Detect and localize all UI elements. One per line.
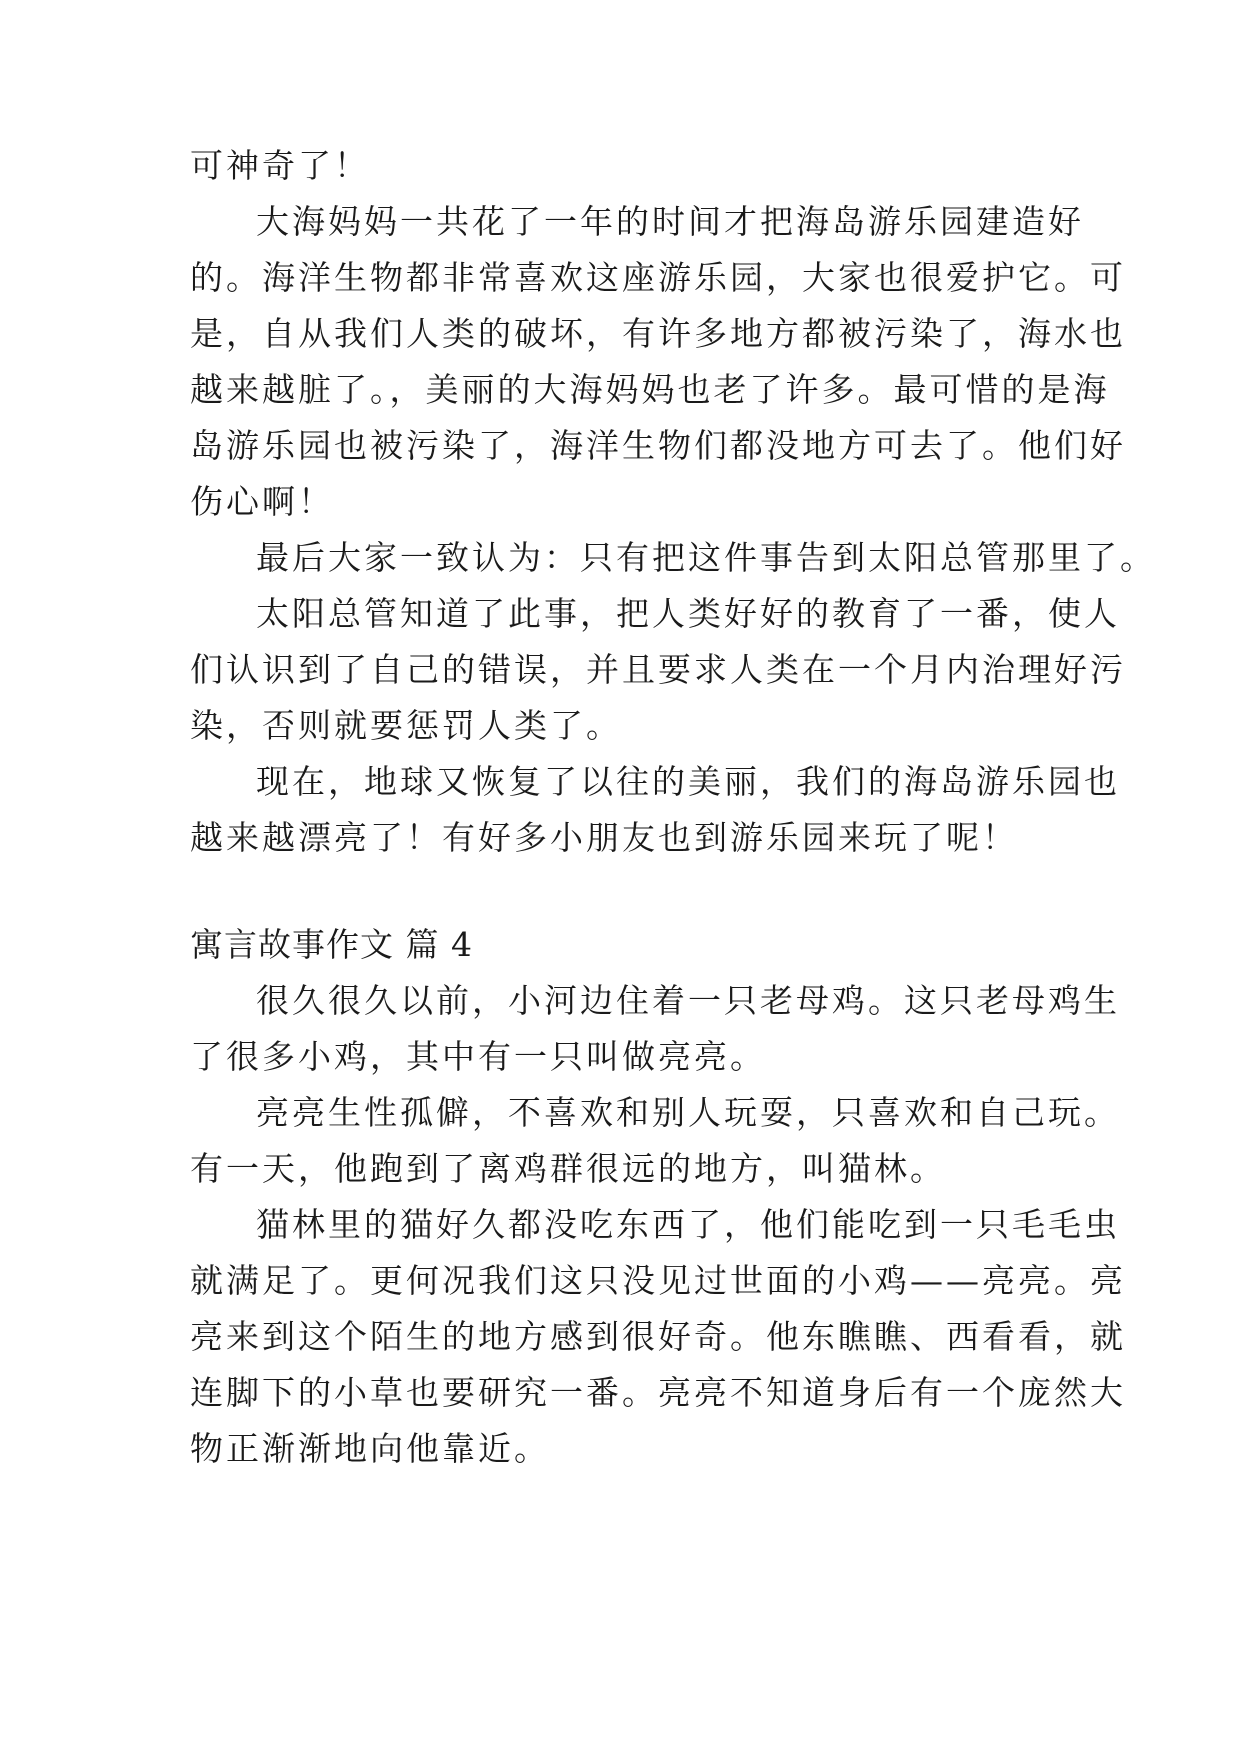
text-line: 亮来到这个陌生的地方感到很好奇。他东瞧瞧、西看看，就 [190, 1317, 1126, 1356]
paragraph-first-line: 现在，地球又恢复了以往的美丽，我们的海岛游乐园也 [256, 762, 1120, 801]
text-line: 是，自从我们人类的破坏，有许多地方都被污染了，海水也 [190, 314, 1126, 353]
text-line: 就满足了。更何况我们这只没见过世面的小鸡——亮亮。亮 [190, 1261, 1126, 1300]
text-line: 岛游乐园也被污染了，海洋生物们都没地方可去了。他们好 [190, 426, 1126, 465]
text-line: 有一天，他跑到了离鸡群很远的地方，叫猫林。 [190, 1149, 946, 1188]
paragraph-first-line: 太阳总管知道了此事，把人类好好的教育了一番，使人 [256, 594, 1120, 633]
paragraph-first-line: 很久很久以前，小河边住着一只老母鸡。这只老母鸡生 [256, 981, 1120, 1020]
text-line: 染，否则就要惩罚人类了。 [190, 706, 622, 745]
text-line: 了很多小鸡，其中有一只叫做亮亮。 [190, 1037, 766, 1076]
text-line: 们认识到了自己的错误，并且要求人类在一个月内治理好污 [190, 650, 1126, 689]
text-line: 可神奇了！ [190, 146, 370, 185]
text-line: 越来越脏了。，美丽的大海妈妈也老了许多。最可惜的是海 [190, 370, 1110, 409]
text-line: 伤心啊！ [190, 482, 334, 521]
paragraph-first-line: 猫林里的猫好久都没吃东西了，他们能吃到一只毛毛虫 [256, 1205, 1120, 1244]
text-line: 物正渐渐地向他靠近。 [190, 1429, 550, 1468]
text-line: 连脚下的小草也要研究一番。亮亮不知道身后有一个庞然大 [190, 1373, 1126, 1412]
text-line: 越来越漂亮了！有好多小朋友也到游乐园来玩了呢！ [190, 818, 1018, 857]
section-heading: 寓言故事作文 篇 4 [190, 925, 473, 964]
paragraph-first-line: 亮亮生性孤僻，不喜欢和别人玩耍，只喜欢和自己玩。 [256, 1093, 1120, 1132]
text-line: 的。海洋生物都非常喜欢这座游乐园，大家也很爱护它。可 [190, 258, 1126, 297]
paragraph-first-line: 大海妈妈一共花了一年的时间才把海岛游乐园建造好 [256, 202, 1084, 241]
paragraph-first-line: 最后大家一致认为：只有把这件事告到太阳总管那里了。 [256, 538, 1156, 577]
